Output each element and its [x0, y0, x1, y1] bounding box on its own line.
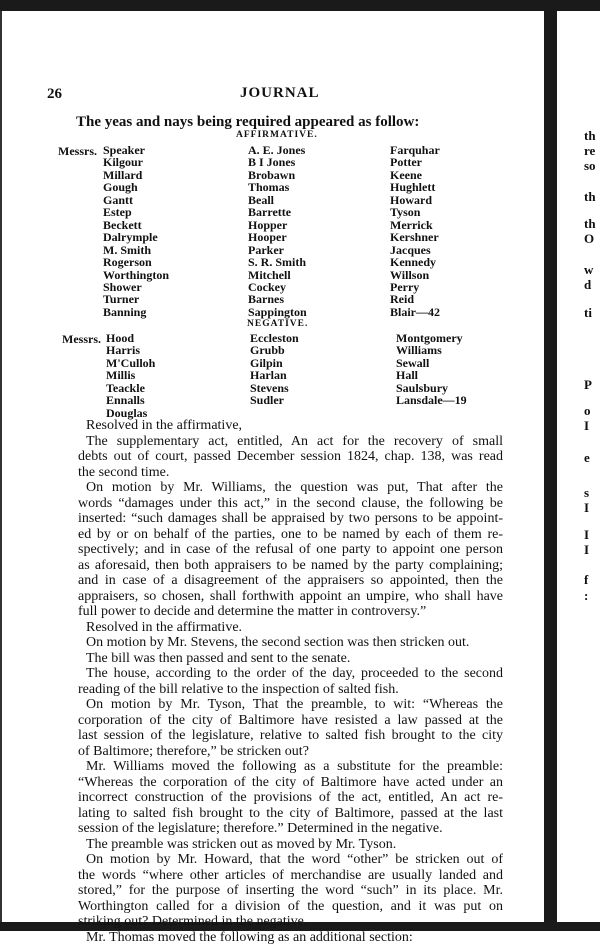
affirmative-label: AFFIRMATIVE.: [236, 130, 318, 140]
paragraph: [78, 697, 503, 759]
text-line: the words “where other articles of merchandise are usually landed and: [78, 868, 503, 884]
running-head: JOURNAL: [240, 85, 320, 102]
paragraph: [78, 651, 503, 667]
text-line: The bill was then passed and sent to the senate.: [78, 651, 503, 667]
messrs-label: Messrs.: [62, 332, 101, 347]
paragraph: [78, 930, 503, 945]
negative-column-2: [250, 332, 299, 407]
negative-column-1: [106, 332, 155, 419]
member-name: Potter: [390, 156, 440, 168]
member-name: Gough: [103, 181, 169, 193]
member-name: Hopper: [248, 219, 307, 231]
facing-page-fragment: I: [584, 542, 589, 558]
text-line: On motion by Mr. Tyson, That the preamble, to wit: “Whereas the: [78, 697, 503, 713]
paragraph: [78, 837, 503, 853]
text-line: appraisers, so chosen, shall forthwith appoint an umpire, who shall have: [78, 589, 503, 605]
scan-border-left: [0, 0, 2, 931]
member-name: Stevens: [250, 382, 299, 394]
member-name: Millis: [106, 369, 155, 381]
member-name: Kershner: [390, 231, 440, 243]
affirmative-column-2: [248, 144, 307, 318]
text-line: Worthington called for a division of the question, and it was put on: [78, 899, 503, 915]
member-name: Montgomery: [396, 332, 467, 344]
text-line: debts out of court, passed December session 1824, chap. 138, was read: [78, 449, 503, 465]
member-name: Hood: [106, 332, 155, 344]
member-name: Saulsbury: [396, 382, 467, 394]
facing-page-fragment: I: [584, 500, 589, 516]
affirmative-column-3: [390, 144, 440, 318]
text-line: lating to salted fish brought to the city of Baltimore, passed at the last: [78, 806, 503, 822]
facing-page-fragment: d: [584, 277, 591, 293]
member-name: Merrick: [390, 219, 440, 231]
text-line: ed by or on behalf of the parties, one to be named by each of them re-: [78, 527, 503, 543]
member-name: Dalrymple: [103, 231, 169, 243]
facing-page-fragment: o: [584, 403, 591, 419]
paragraph: [78, 666, 503, 697]
text-line: Resolved in the affirmative,: [78, 418, 503, 434]
member-name: S. R. Smith: [248, 256, 307, 268]
facing-page-fragment: th: [584, 189, 596, 205]
member-name: Rogerson: [103, 256, 169, 268]
text-line: Mr. Thomas moved the following as an additional section:: [78, 930, 503, 945]
text-line: and in case of a disagreement of the appraisers so appointed, then the: [78, 573, 503, 589]
member-name: Lansdale—19: [396, 394, 467, 406]
member-name: Ennalls: [106, 394, 155, 406]
facing-page-fragment: s: [584, 485, 589, 501]
member-name: M. Smith: [103, 244, 169, 256]
member-name: Gilpin: [250, 357, 299, 369]
scan-border-top: [0, 0, 600, 11]
member-name: Williams: [396, 344, 467, 356]
text-line: incorrect construction of the provisions of the act, entitled, An act re-: [78, 790, 503, 806]
member-name: Cockey: [248, 281, 307, 293]
member-name: Banning: [103, 306, 169, 318]
facing-page-fragment: e: [584, 450, 590, 466]
member-name: Hughlett: [390, 181, 440, 193]
member-name: Worthington: [103, 269, 169, 281]
affirmative-column-1: [103, 144, 169, 318]
member-name: Hooper: [248, 231, 307, 243]
member-name: Barrette: [248, 206, 307, 218]
text-line: The house, according to the order of the day, proceeded to the second: [78, 666, 503, 682]
body-text: [78, 418, 503, 945]
text-line: On motion by Mr. Stevens, the second section was then stricken out.: [78, 635, 503, 651]
text-line: “Whereas the corporation of the city of Baltimore have acted under an: [78, 775, 503, 791]
member-name: Shower: [103, 281, 169, 293]
member-name: Harris: [106, 344, 155, 356]
member-name: A. E. Jones: [248, 144, 307, 156]
facing-page-fragment: O: [584, 231, 594, 247]
member-name: Reid: [390, 293, 440, 305]
member-name: Gantt: [103, 194, 169, 206]
member-name: Turner: [103, 293, 169, 305]
member-name: B I Jones: [248, 156, 307, 168]
member-name: Mitchell: [248, 269, 307, 281]
member-name: M'Culloh: [106, 357, 155, 369]
paragraph: [78, 620, 503, 636]
paragraph: [78, 635, 503, 651]
member-name: Farquhar: [390, 144, 440, 156]
member-name: Tyson: [390, 206, 440, 218]
member-name: Douglas: [106, 407, 155, 419]
text-line: stored,” for the purpose of inserting the word “such” in its place. Mr.: [78, 883, 503, 899]
member-name: Eccleston: [250, 332, 299, 344]
member-name: Jacques: [390, 244, 440, 256]
paragraph: [78, 759, 503, 837]
member-name: Perry: [390, 281, 440, 293]
text-line: On motion by Mr. Howard, that the word “other” be stricken out of: [78, 852, 503, 868]
text-line: On motion by Mr. Williams, the question was put, That after the: [78, 480, 503, 496]
member-name: Grubb: [250, 344, 299, 356]
paragraph: [78, 852, 503, 930]
text-line: words “damages under this act,” in the second clause, the following be: [78, 496, 503, 512]
text-line: Mr. Williams moved the following as a substitute for the preamble:: [78, 759, 503, 775]
facing-page-fragment: so: [584, 158, 596, 174]
member-name: Howard: [390, 194, 440, 206]
page-number: 26: [47, 86, 62, 103]
text-line: the second time.: [78, 465, 503, 481]
text-line: of Baltimore; therefore,” be stricken out?: [78, 744, 503, 760]
member-name: Parker: [248, 244, 307, 256]
text-line: inserted: “such damages shall be appraised by two persons to be appoint-: [78, 511, 503, 527]
text-line: corporation of the city of Baltimore have resisted a law passed at the: [78, 713, 503, 729]
facing-page-fragment: w: [584, 262, 593, 278]
member-name: Estep: [103, 206, 169, 218]
text-line: as aforesaid, then both appraisers to be named by the party complaining;: [78, 558, 503, 574]
paragraph: [78, 434, 503, 481]
paragraph: [78, 480, 503, 620]
member-name: Keene: [390, 169, 440, 181]
facing-page-fragment: ti: [584, 305, 592, 321]
vote-intro: The yeas and nays being required appeared as follow:: [76, 114, 419, 131]
member-name: Willson: [390, 269, 440, 281]
text-line: reading of the bill relative to the inspection of salted fish.: [78, 682, 503, 698]
facing-page-fragment: :: [584, 588, 588, 604]
paragraph: [78, 418, 503, 434]
facing-page-fragment: f: [584, 572, 588, 588]
member-name: Kilgour: [103, 156, 169, 168]
text-line: session of the legislature; therefore.” Determined in the negative.: [78, 821, 503, 837]
member-name: Blair—42: [390, 306, 440, 318]
member-name: Barnes: [248, 293, 307, 305]
negative-column-3: [396, 332, 467, 407]
facing-page-fragment: th: [584, 216, 596, 232]
facing-page-fragment: th: [584, 128, 596, 144]
negative-label: NEGATIVE.: [247, 319, 308, 329]
member-name: Teackle: [106, 382, 155, 394]
text-line: full power to decide and determine the matter in controversy.”: [78, 604, 503, 620]
member-name: Speaker: [103, 144, 169, 156]
member-name: Harlan: [250, 369, 299, 381]
member-name: Brobawn: [248, 169, 307, 181]
member-name: Sappington: [248, 306, 307, 318]
member-name: Beckett: [103, 219, 169, 231]
member-name: Kennedy: [390, 256, 440, 268]
member-name: Millard: [103, 169, 169, 181]
text-line: The supplementary act, entitled, An act for the recovery of small: [78, 434, 503, 450]
text-line: spectively; and in case of the refusal of one party to appoint one person: [78, 542, 503, 558]
text-line: Resolved in the affirmative.: [78, 620, 503, 636]
facing-page-fragment: re: [584, 143, 595, 159]
text-line: The preamble was stricken out as moved by Mr. Tyson.: [78, 837, 503, 853]
messrs-label: Messrs.: [58, 144, 97, 159]
member-name: Hall: [396, 369, 467, 381]
text-line: striking out? Determined in the negative.: [78, 914, 503, 930]
member-name: Sudler: [250, 394, 299, 406]
member-name: Sewall: [396, 357, 467, 369]
page-gutter: [544, 0, 557, 931]
member-name: Beall: [248, 194, 307, 206]
text-line: last session of the legislature, relative to salted fish brought to the city: [78, 728, 503, 744]
facing-page-fragment: I: [584, 527, 589, 543]
facing-page-fragment: P: [584, 377, 592, 393]
facing-page-fragment: I: [584, 418, 589, 434]
member-name: Thomas: [248, 181, 307, 193]
